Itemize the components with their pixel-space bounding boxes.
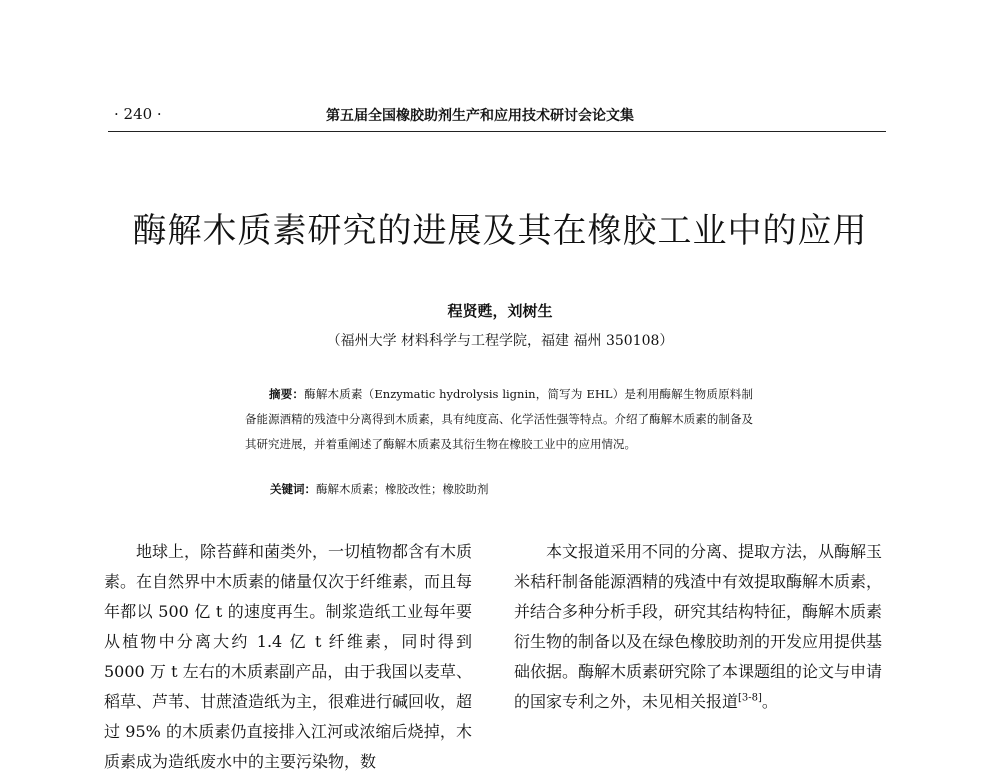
page-header xyxy=(108,103,886,132)
affiliation: （福州大学 材料科学与工程学院，福建 福州 350108） xyxy=(326,333,674,349)
body-right-column xyxy=(514,537,882,717)
journal-title: 第五届全国橡胶助剂生产和应用技术研讨会论文集 xyxy=(326,108,634,124)
body-left-column: 地球上，除苔藓和菌类外，一切植物都含有木质素。在自然界中木质素的储量仅次于纤维素，而且每年都以 500 亿 t 的速度再生。制浆造纸工业每年要从植物中分离大约 1.4 亿 t 纤维素，同时得到 5000 万 t 左右的木质素副产品，由于我国以麦草、稻草、芦苇、甘蔗渣造纸为主，很难进行碱回收，超过 95% 的木质素仍直接排入江河或浓缩后烧掉，木质素成为造纸废水中的主要污染物，数 xyxy=(104,542,473,771)
right-column-text: 本文报道采用不同的分离、提取方法，从酶解玉米秸秆制备能源酒精的残渣中有效提取酶解木质素，并结合多种分析手段，研究其结构特征，酶解木质素衍生物的制备以及在绿色橡胶助剂的开发应用提供基础依据。酶解木质素研究除了本课题组的论文与申请的国家专利之外，未见相关报道 xyxy=(514,542,883,711)
page-number: · 240 · xyxy=(114,105,162,123)
abstract xyxy=(245,382,753,457)
authors: 程贤甦，刘树生 xyxy=(447,302,553,320)
abstract-label: 摘要： xyxy=(269,387,305,401)
abstract-text: 酶解木质素（Enzymatic hydrolysis lignin，简写为 EHL）是利用酶解生物质原料制备能源酒精的残渣中分离得到木质素，具有纯度高、化学活性强等特点。介绍了酶解木质素的制备及其研究进展，并着重阐述了酶解木质素及其衍生物在橡胶工业中的应用情况。 xyxy=(245,387,754,451)
keywords-text: 酶解木质素；橡胶改性；橡胶助剂 xyxy=(316,482,489,496)
right-column-end: 。 xyxy=(761,692,778,711)
keywords-label: 关键词： xyxy=(270,482,316,496)
paper-title: 酶解木质素研究的进展及其在橡胶工业中的应用 xyxy=(132,211,868,251)
citation-reference: [3-8] xyxy=(738,692,762,704)
keywords xyxy=(270,481,750,497)
